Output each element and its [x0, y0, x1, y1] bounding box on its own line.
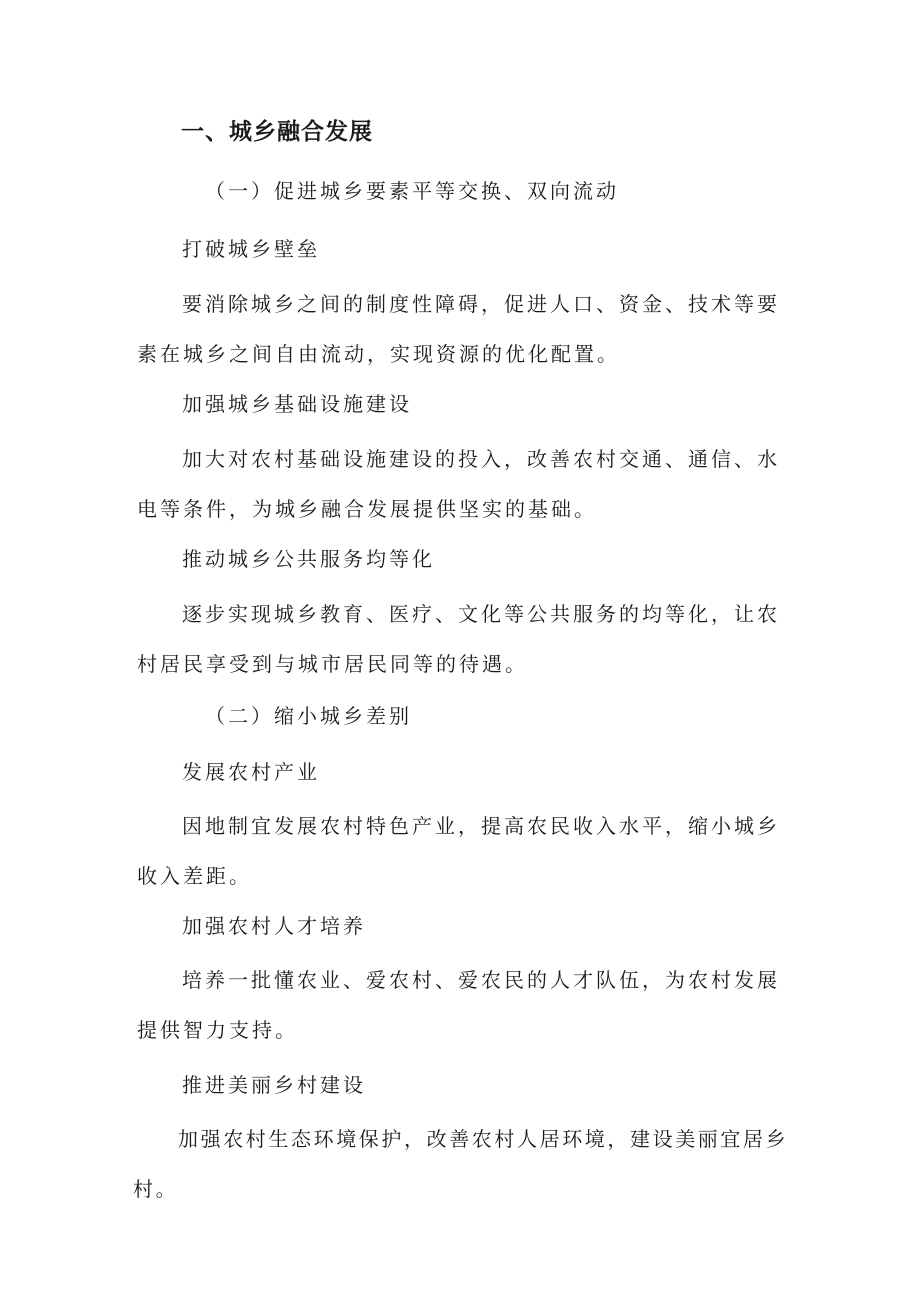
subsection-title-1: （一）促进城乡要素平等交换、双向流动: [205, 179, 619, 203]
item-body: 加强农村生态环境保护，改善农村人居环境，建设美丽宜居乡村。: [133, 1127, 789, 1201]
subsection-title-2: （二）缩小城乡差别: [205, 704, 412, 728]
section-heading: 一、城乡融合发展: [181, 119, 373, 145]
item-body: 加大对农村基础设施建设的投入，改善农村交通、通信、水电等条件，为城乡融合发展提供坚实的基础。: [137, 447, 780, 521]
item-title: 推动城乡公共服务均等化: [182, 547, 435, 571]
item-body: 逐步实现城乡教育、医疗、文化等公共服务的均等化，让农村居民享受到与城市居民同等的待遇。: [137, 602, 780, 676]
item-title: 加强农村人才培养: [182, 914, 366, 938]
item-body: 培养一批懂农业、爱农村、爱农民的人才队伍，为农村发展提供智力支持。: [137, 968, 780, 1042]
item-title: 加强城乡基础设施建设: [182, 392, 412, 416]
item-title: 打破城乡壁垒: [182, 237, 320, 261]
item-title: 发展农村产业: [182, 760, 320, 784]
item-body: 要消除城乡之间的制度性障碍，促进人口、资金、技术等要素在城乡之间自由流动，实现资源的优化配置。: [137, 292, 780, 366]
item-title: 推进美丽乡村建设: [182, 1073, 366, 1097]
item-body: 因地制宜发展农村特色产业，提高农民收入水平，缩小城乡收入差距。: [137, 814, 780, 888]
